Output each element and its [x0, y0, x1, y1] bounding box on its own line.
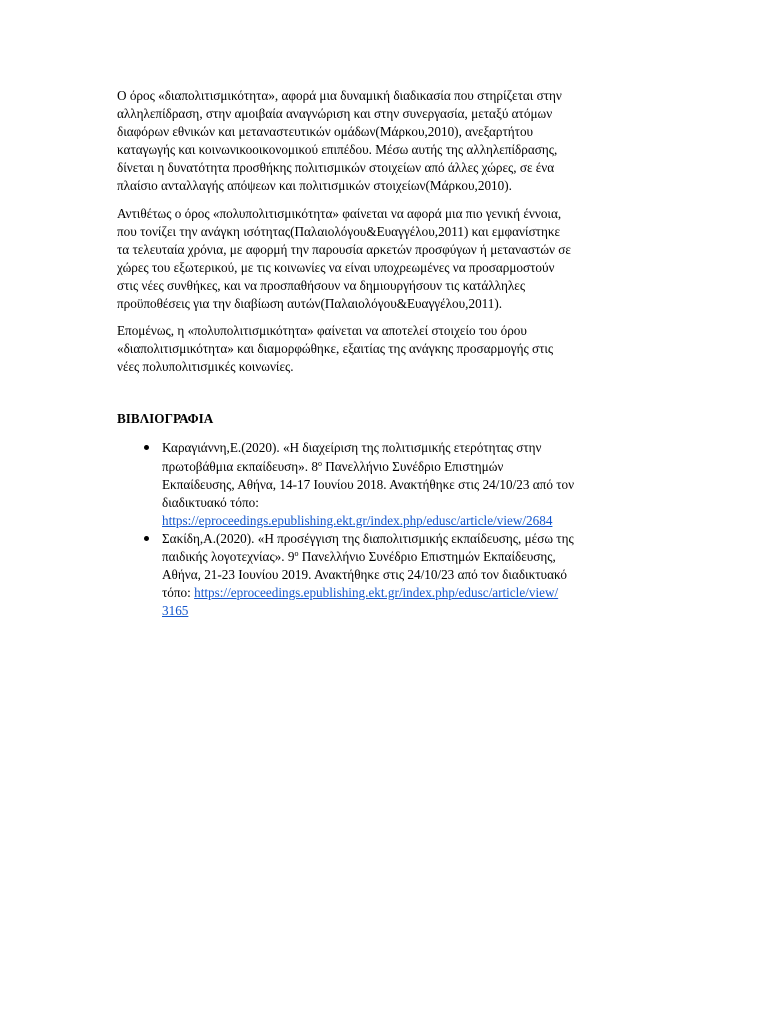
- ordinal-superscript: ο: [317, 458, 322, 468]
- text-line: διαδικτυακό τόπο:: [162, 494, 259, 510]
- text-line: «διαπολιτισμικότητα» και διαμορφώθηκε, εξαιτίας της ανάγκης προσαρμογής στις: [117, 341, 554, 357]
- bibliography-item: [117, 439, 657, 529]
- reference-link[interactable]: https://eproceedings.epublishing.ekt.gr/index.php/edusc/article/view/2684: [162, 512, 553, 528]
- text-line: στις νέες συνθήκες, και να προσπαθήσουν να δημιουργήσουν τις κατάλληλες: [117, 277, 526, 293]
- text-fragment: παιδικής λογοτεχνίας». 9: [162, 548, 295, 564]
- text-line: [162, 458, 657, 476]
- text-line: νέες πολυπολιτισμικές κοινωνίες.: [117, 359, 294, 375]
- text-fragment: Πανελλήνιο Συνέδριο Επιστημών Εκπαίδευσης,: [298, 548, 556, 564]
- paragraph-intercultural: [117, 87, 657, 196]
- text-line: τα τελευταία χρόνια, με αφορμή την παρουσία αρκετών προσφύγων ή μεταναστών σε: [117, 241, 571, 257]
- text-line: [162, 602, 657, 620]
- text-line: Εκπαίδευσης, Αθήνα, 14-17 Ιουνίου 2018. Ανακτήθηκε στις 24/10/23 από τον: [162, 476, 575, 492]
- bibliography-heading: ΒΙΒΛΙΟΓΡΑΦΙΑ: [117, 411, 214, 427]
- text-line: Επομένως, η «πολυπολιτισμικότητα» φαίνεται να αποτελεί στοιχείο του όρου: [117, 323, 527, 339]
- text-fragment: πρωτοβάθμια εκπαίδευση». 8: [162, 458, 318, 474]
- reference-link[interactable]: https://eproceedings.epublishing.ekt.gr/index.php/edusc/article/view/: [194, 585, 559, 601]
- paragraph-multicultural: [117, 205, 657, 314]
- text-line: αλληλεπίδραση, στην αμοιβαία αναγνώριση και στην συνεργασία, μεταξύ ατόμων: [117, 106, 553, 122]
- bibliography-list: [117, 439, 657, 620]
- ordinal-superscript: ο: [294, 548, 299, 558]
- text-line: Αντιθέτως ο όρος «πολυπολιτισμικότητα» φαίνεται να αφορά μια πιο γενική έννοια,: [117, 205, 562, 221]
- text-fragment: Πανελλήνιο Συνέδριο Επιστημών: [321, 458, 504, 474]
- text-line: Αθήνα, 21-23 Ιουνίου 2019. Ανακτήθηκε στις 24/10/23 από τον διαδικτυακό: [162, 567, 567, 583]
- text-line: χώρες του εξωτερικού, με τις κοινωνίες να είναι υποχρεωμένες να προσαρμοστούν: [117, 259, 555, 275]
- document-body: [117, 87, 657, 620]
- text-line: Καραγιάννη,Ε.(2020). «Η διαχείριση της πολιτισμικής ετερότητας στην: [162, 440, 542, 456]
- bibliography-item: [117, 530, 657, 620]
- paragraph-conclusion: [117, 322, 657, 376]
- text-line: καταγωγής και κοινωνικοοικονομικού επιπέδου. Μέσω αυτής της αλληλεπίδρασης,: [117, 142, 558, 158]
- text-line: [162, 512, 657, 530]
- text-line: διαφόρων εθνικών και μεταναστευτικών ομάδων(Μάρκου,2010), ανεξαρτήτου: [117, 124, 534, 140]
- text-line: [162, 548, 657, 566]
- text-line: Ο όρος «διαπολιτισμικότητα», αφορά μια δυναμική διαδικασία που στηρίζεται στην: [117, 88, 562, 103]
- reference-link-continuation[interactable]: 3165: [162, 603, 189, 619]
- text-line: δίνεται η δυνατότητα προσθήκης πολιτισμικών στοιχείων από άλλες χώρες, σε ένα: [117, 160, 555, 176]
- text-line: προϋποθέσεις για την διαβίωση αυτών(Παλαιολόγου&Ευαγγέλου,2011).: [117, 296, 503, 312]
- text-line: [162, 584, 657, 602]
- text-fragment: τόπο:: [162, 585, 195, 601]
- bullet-icon: [144, 445, 149, 450]
- bullet-icon: [144, 536, 149, 541]
- text-line: Σακίδη,Α.(2020). «Η προσέγγιση της διαπολιτισμικής εκπαίδευσης, μέσω της: [162, 530, 574, 546]
- text-line: πλαίσιο ανταλλαγής απόψεων και πολιτισμικών στοιχείων(Μάρκου,2010).: [117, 178, 512, 194]
- text-line: που τονίζει την ανάγκη ισότητας(Παλαιολόγου&Ευαγγέλου,2011) και εμφανίστηκε: [117, 223, 561, 239]
